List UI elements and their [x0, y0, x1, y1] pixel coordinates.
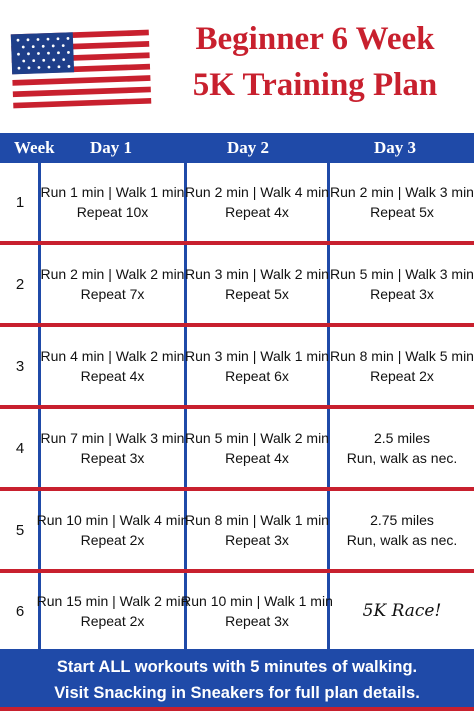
- repeat-line: Repeat 3x: [80, 450, 145, 466]
- workout-line: Run 2 min | Walk 3 min: [330, 184, 474, 200]
- repeat-line: Repeat 4x: [80, 368, 145, 384]
- day-3-cell: [330, 245, 474, 323]
- workout-line: Run 3 min | Walk 1 min: [185, 348, 329, 364]
- repeat-line: Repeat 6x: [225, 368, 289, 384]
- race-label: 5K Race!: [362, 601, 442, 621]
- page-title: [160, 16, 470, 108]
- repeat-line: Repeat 2x: [80, 532, 145, 548]
- us-flag-icon: [8, 24, 154, 112]
- day-3-cell: [330, 491, 474, 569]
- week-number: 3: [15, 357, 25, 375]
- header-day-1: Day 1: [90, 138, 133, 157]
- day-1-cell: [41, 245, 184, 323]
- week-number: 2: [15, 275, 25, 293]
- repeat-line: Repeat 2x: [80, 613, 145, 629]
- day-1-cell: [41, 163, 184, 241]
- day-2-cell: [187, 491, 327, 569]
- repeat-line: Repeat 4x: [225, 450, 289, 466]
- training-plan-table: [0, 133, 474, 649]
- table-row: [0, 327, 474, 409]
- repeat-line: Repeat 2x: [370, 368, 434, 384]
- repeat-line: Repeat 5x: [225, 286, 289, 302]
- title-line-2: 5K Training Plan: [192, 67, 438, 103]
- day-3-cell: [330, 573, 474, 649]
- day-2-cell: [187, 245, 327, 323]
- day-2-cell: [187, 409, 327, 487]
- distance-line: 2.5 miles: [373, 430, 431, 446]
- repeat-line: Repeat 7x: [80, 286, 145, 302]
- day-3-cell: [330, 327, 474, 405]
- footer-line-2: Visit Snacking in Sneakers for full plan details.: [54, 684, 420, 702]
- week-number: 4: [15, 439, 25, 457]
- header-day-2: Day 2: [227, 138, 270, 157]
- instruction-line: Run, walk as nec.: [346, 450, 458, 466]
- day-1-cell: [41, 409, 184, 487]
- day-2-cell: [187, 327, 327, 405]
- repeat-line: Repeat 3x: [225, 613, 289, 629]
- instruction-line: Run, walk as nec.: [346, 532, 458, 548]
- workout-line: Run 2 min | Walk 4 min: [185, 184, 329, 200]
- header-day-3: Day 3: [374, 138, 417, 157]
- week-number: 6: [15, 602, 25, 620]
- day-1-cell: [36, 491, 189, 569]
- repeat-line: Repeat 5x: [370, 204, 434, 220]
- repeat-line: Repeat 4x: [225, 204, 289, 220]
- workout-line: Run 15 min | Walk 2 min: [36, 593, 189, 609]
- table-header: [0, 133, 474, 163]
- day-2-cell: [181, 573, 333, 649]
- week-number: 1: [15, 193, 25, 211]
- workout-line: Run 10 min | Walk 1 min: [181, 593, 333, 609]
- distance-line: 2.75 miles: [370, 512, 434, 528]
- week-number: 5: [15, 521, 25, 539]
- day-2-cell: [187, 163, 327, 241]
- table-row: [0, 491, 474, 573]
- footer-banner: [0, 649, 474, 711]
- day-3-cell: [330, 409, 474, 487]
- workout-line: Run 1 min | Walk 1 min: [40, 184, 185, 200]
- repeat-line: Repeat 10x: [76, 204, 149, 220]
- workout-line: Run 7 min | Walk 3 min: [40, 430, 185, 446]
- repeat-line: Repeat 3x: [370, 286, 434, 302]
- workout-line: Run 8 min | Walk 5 min: [330, 348, 474, 364]
- table-row: [0, 573, 474, 649]
- table-row: [0, 409, 474, 491]
- table-row: [0, 245, 474, 327]
- workout-line: Run 5 min | Walk 2 min: [185, 430, 329, 446]
- bottom-stripe: [0, 707, 474, 711]
- table-row: [0, 163, 474, 245]
- workout-line: Run 8 min | Walk 1 min: [185, 512, 329, 528]
- workout-line: Run 3 min | Walk 2 min: [185, 266, 329, 282]
- day-1-cell: [36, 573, 189, 649]
- title-line-1: Beginner 6 Week: [195, 21, 435, 57]
- header-week: Week: [14, 138, 55, 157]
- day-3-cell: [330, 163, 474, 241]
- workout-line: Run 2 min | Walk 2 min: [40, 266, 185, 282]
- day-1-cell: [41, 327, 184, 405]
- repeat-line: Repeat 3x: [225, 532, 289, 548]
- workout-line: Run 10 min | Walk 4 min: [36, 512, 189, 528]
- workout-line: Run 4 min | Walk 2 min: [40, 348, 185, 364]
- footer-line-1: Start ALL workouts with 5 minutes of walking.: [56, 658, 418, 676]
- workout-line: Run 5 min | Walk 3 min: [330, 266, 474, 282]
